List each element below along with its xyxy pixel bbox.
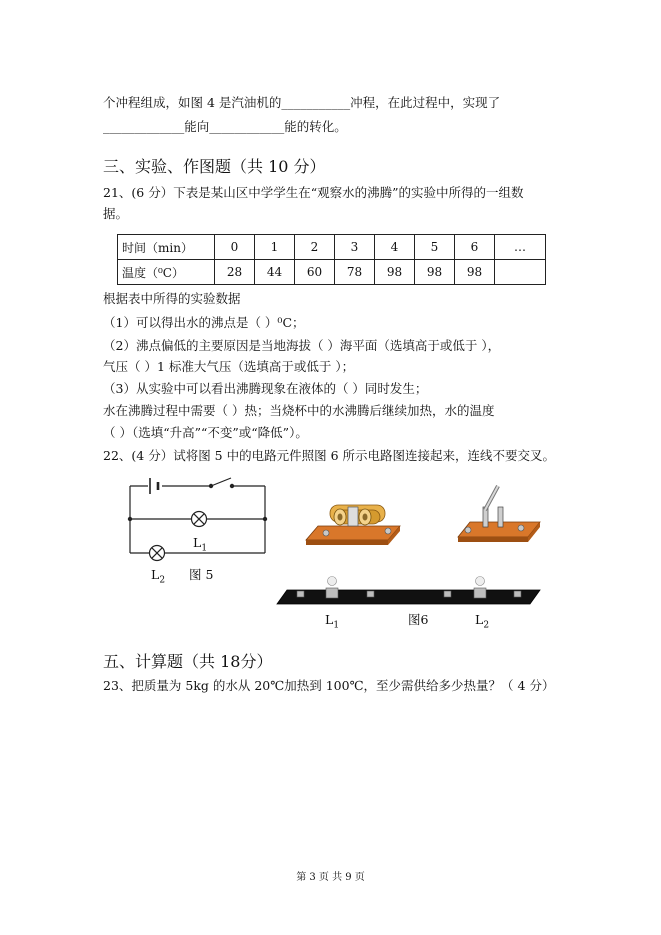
table-cell: 3 <box>335 235 375 260</box>
junction-dot-icon <box>263 517 267 521</box>
section3-heading: 三、实验、作图题（共 10 分） <box>103 157 326 176</box>
table-cell: 2 <box>295 235 335 260</box>
junction-dot-icon <box>128 517 132 521</box>
bulb-l2-icon <box>476 577 485 586</box>
fig6-label-l1: $L_1$ <box>325 612 340 631</box>
q23-text: 23、把质量为 5kg 的水从 20℃加热到 100℃，至少需供给多少热量？（ 4 分） <box>103 678 555 693</box>
table-cell: 5 <box>415 235 455 260</box>
table-cell: 60 <box>295 260 335 285</box>
table-cell: 98 <box>375 260 415 285</box>
fig6-label-l2: $L_2$ <box>475 612 490 631</box>
table-cell: … <box>495 235 546 260</box>
table-header-time: 时间（min） <box>118 235 215 260</box>
switch-blade-icon <box>211 478 231 486</box>
q21-part3-cont: 水在沸腾过程中需要（ ）热；当烧杯中的水沸腾后继续加热，水的温度 <box>103 403 495 418</box>
page-footer: 第 3 页 共 9 页 <box>296 872 365 883</box>
fig6-caption: 图6 <box>408 612 429 627</box>
q21-intro: 根据表中所得的实验数据 <box>103 291 241 306</box>
q21-text-line1: 21、(6 分）下表是某山区中学学生在“观察水的沸腾”的实验中所得的一组数 <box>103 185 524 200</box>
table-cell: 98 <box>455 260 495 285</box>
q21-text-line2: 据。 <box>103 206 129 221</box>
table-cell: 44 <box>255 260 295 285</box>
q21-part2-cont: 气压（ ）1 标准大气压（选填高于或低于 ）； <box>103 359 355 374</box>
battery-holder-component-icon <box>306 505 400 545</box>
q20-continuation-line1: 个冲程组成，如图 4 是汽油机的___________冲程，在此过程中，实现了 <box>103 95 501 110</box>
q21-part2: （2）沸点偏低的主要原因是当地海拔（ ）海平面（选填高于或低于 ）， <box>103 338 501 353</box>
q21-part1: （1）可以得出水的沸点是（ ）⁰C； <box>103 315 305 330</box>
q21-part3: （3）从实验中可以看出沸腾现象在液体的（ ）同时发生； <box>103 381 428 396</box>
fig5-label-l1: $L_1$ <box>193 535 208 554</box>
table-cell: 78 <box>335 260 375 285</box>
table-cell: 1 <box>255 235 295 260</box>
table-header-temperature: 温度（⁰C） <box>118 260 215 285</box>
q20-continuation-line2: _____________能向____________能的转化。 <box>103 119 347 134</box>
bulb-l1-icon <box>328 577 337 586</box>
table-cell: 0 <box>215 235 255 260</box>
q21-part3-cont2: （ ）（选填“升高”“不变”或“降低”）。 <box>103 425 308 440</box>
table-cell: 28 <box>215 260 255 285</box>
table-cell: 4 <box>375 235 415 260</box>
table-cell: 6 <box>455 235 495 260</box>
section5-heading: 五、计算题（共 18分） <box>103 652 273 671</box>
fig5-label-l2: $L_2$ <box>151 567 166 586</box>
table-cell: 98 <box>415 260 455 285</box>
lamp-board-component-icon <box>277 577 540 605</box>
fig5-caption: 图 5 <box>189 567 214 582</box>
q22-text: 22、(4 分）试将图 5 中的电路元件照图 6 所示电路图连接起来，连线不要交叉。 <box>103 448 556 463</box>
knife-switch-component-icon <box>458 486 540 542</box>
